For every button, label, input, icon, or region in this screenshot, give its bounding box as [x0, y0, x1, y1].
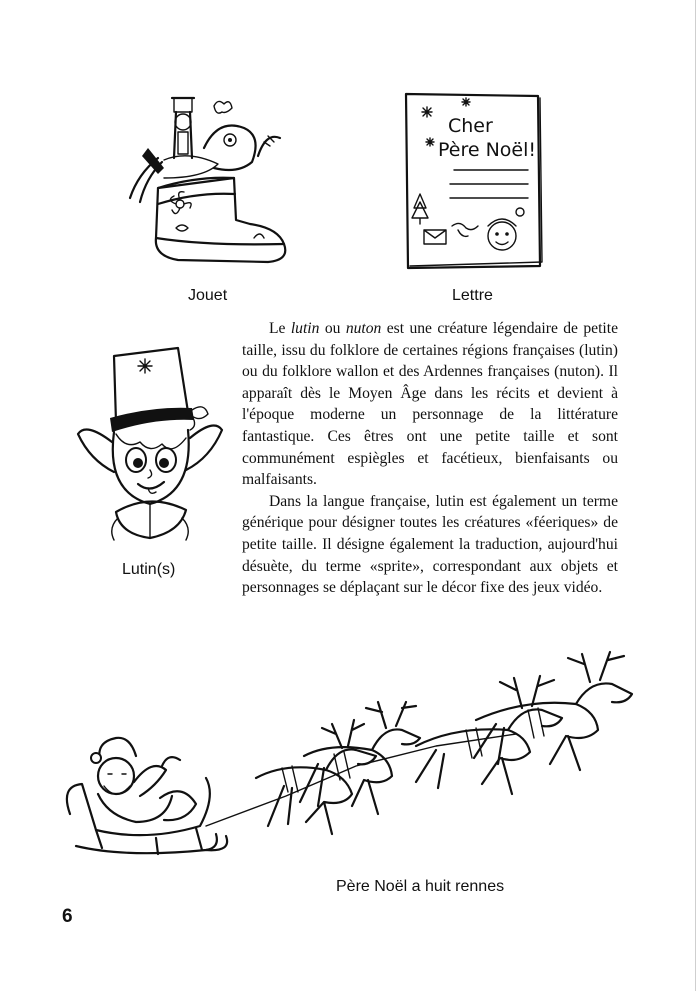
article-term-nuton: nuton [345, 320, 382, 337]
letter-greeting-line2: Père Noël! [438, 139, 537, 161]
toy-boot-illustration [118, 78, 298, 278]
article-paragraph-2: Dans la langue française, lutin est également un terme générique pour désigner toutes les créatures «féeriques» de petite taille. Il désigne également la traduction, aujourd'hui désuète, du terme «sprite», correspondant aux objets et personnages se déplaçant sur le décor fixe des jeux vidéo. [242, 492, 618, 597]
article-term-lutin: lutin [290, 320, 320, 337]
letter-illustration [402, 90, 544, 272]
santa-sleigh-illustration [56, 646, 656, 878]
letter-greeting-line1: Cher [448, 115, 493, 137]
article-paragraph-1 [242, 318, 618, 491]
article-p1-middle: ou [319, 320, 346, 337]
elf-caption: Lutin(s) [122, 561, 176, 578]
article-text [242, 318, 618, 599]
article-p1-rest: est une créature légendaire de petite taille, issu du folklore de certaines régions françaises (lutin) ou du folklore wallon et des Ardennes françaises (nuton). Il apparaît dès le Moyen Âge dans les récits et devient à l'époque moderne un personnage de la littérature fantastique. Ces êtres ont une petite taille et sont communément espiègles et facétieux, bienfaisants ou malfaisants. [242, 320, 618, 489]
page-number: 6 [62, 906, 73, 927]
letter-caption: Lettre [452, 287, 493, 304]
toy-caption: Jouet [188, 287, 228, 304]
santa-caption: Père Noël a huit rennes [336, 878, 505, 895]
elf-illustration [76, 342, 224, 550]
article-p1-lead: Le [269, 320, 291, 337]
